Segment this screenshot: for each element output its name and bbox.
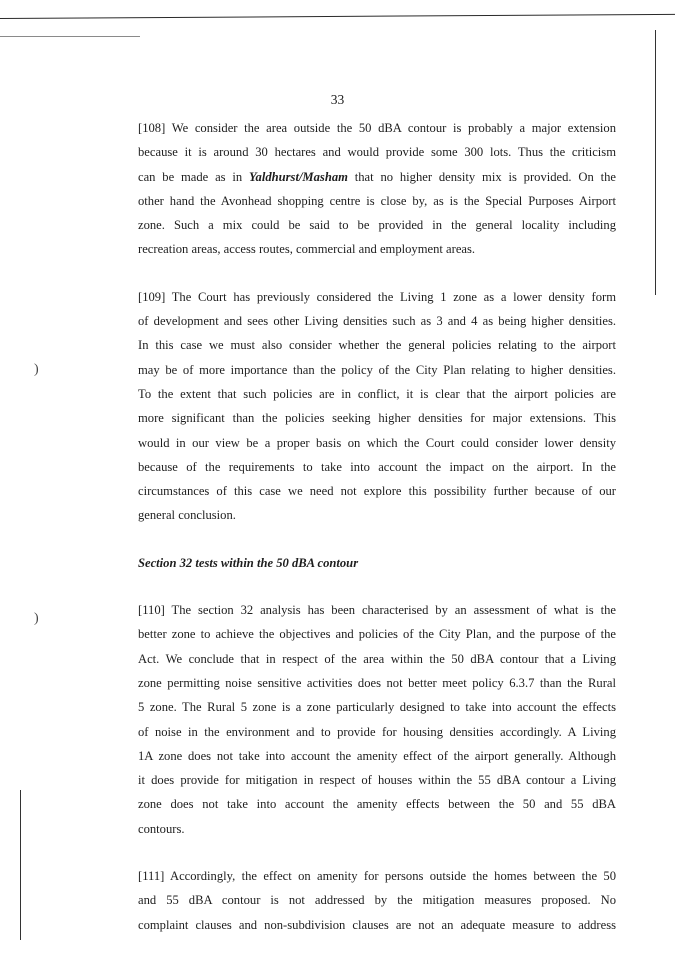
paragraph-line: recreation areas, access routes, commercial and employment areas. bbox=[138, 242, 476, 257]
paragraph-line: [108] We consider the area outside the 50 dBA contour is probably a major extension bbox=[138, 121, 616, 135]
line-lead: can be made as in bbox=[138, 169, 249, 184]
paragraph-line: To the extent that such policies are in conflict, it is clear that the airport policies are bbox=[138, 386, 616, 401]
paragraph-line: complaint clauses and non-subdivision clauses are not an adequate measure to address bbox=[138, 917, 616, 932]
paragraph-line: contours. bbox=[138, 821, 185, 836]
paragraph-line: it does provide for mitigation in respect of houses within the 55 dBA contour a Living bbox=[138, 773, 616, 788]
paragraph-line: and 55 dBA contour is not addressed by the mitigation measures proposed. No bbox=[138, 893, 616, 908]
paragraph-line: [111] Accordingly, the effect on amenity for persons outside the homes between the 50 bbox=[138, 869, 616, 884]
paragraph-line: zone permitting noise sensitive activities does not better meet policy 6.3.7 than the Rural bbox=[138, 675, 616, 690]
paragraph-line: In this case we must also consider whether the general policies relating to the airport bbox=[138, 338, 616, 353]
paragraph-line: zone. Such a mix could be said to be provided in the general locality including bbox=[138, 218, 616, 233]
paragraph-line: general conclusion. bbox=[138, 508, 236, 523]
paragraph-109 bbox=[138, 285, 616, 528]
paragraph-line: Act. We conclude that in respect of the area within the 50 dBA contour that a Living bbox=[138, 651, 616, 666]
paragraph-line bbox=[138, 165, 616, 189]
paragraph-110 bbox=[138, 598, 616, 841]
paragraph-line: 5 zone. The Rural 5 zone is a zone particularly designed to take into account the effects bbox=[138, 700, 616, 715]
paragraph-line: may be of more importance than the policy of the City Plan relating to higher densities. bbox=[138, 362, 616, 377]
paragraph-line: other hand the Avonhead shopping centre is close by, as is the Special Purposes Airport bbox=[138, 193, 616, 208]
line-tail: that no higher density mix is provided. On the bbox=[347, 169, 616, 184]
paragraph-111 bbox=[138, 864, 616, 937]
section-heading: Section 32 tests within the 50 dBA contour bbox=[138, 555, 359, 570]
paragraph-line: would in our view be a proper basis on which the Court could consider lower density bbox=[138, 435, 616, 450]
punch-hole-mark-upper: ) bbox=[34, 362, 39, 377]
page-number: 33 bbox=[330, 92, 345, 107]
paragraph-line: more significant than the policies seeking higher densities for major extensions. This bbox=[138, 411, 616, 426]
document-body bbox=[138, 116, 616, 960]
paragraph-line: better zone to achieve the objectives and policies of the City Plan, and the purpose of the bbox=[138, 627, 616, 642]
scan-edge-line-right bbox=[655, 30, 656, 295]
paragraph-line: 1A zone does not take into account the amenity effect of the airport generally. Although bbox=[138, 748, 616, 763]
paragraph-line: because of the requirements to take into account the impact on the airport. In the bbox=[138, 459, 616, 474]
scan-edge-line-top bbox=[0, 14, 675, 19]
paragraph-line: [109] The Court has previously considered the Living 1 zone as a lower density form bbox=[138, 289, 616, 304]
paragraph-108 bbox=[138, 116, 616, 262]
scan-edge-line-left bbox=[20, 790, 21, 940]
paragraph-line: [110] The section 32 analysis has been characterised by an assessment of what is the bbox=[138, 603, 616, 618]
paragraph-line: of development and sees other Living densities such as 3 and 4 as being higher densities. bbox=[138, 314, 616, 329]
paragraph-line: circumstances of this case we need not explore this possibility further because of our bbox=[138, 484, 616, 499]
paragraph-line: zone does not take into account the amenity effects between the 50 and 55 dBA bbox=[138, 797, 616, 812]
paragraph-line: because it is around 30 hectares and would provide some 300 lots. Thus the criticism bbox=[138, 145, 616, 160]
case-name: Yaldhurst/Masham bbox=[249, 169, 348, 184]
scan-edge-line-top-secondary bbox=[0, 36, 140, 37]
punch-hole-mark-lower: ) bbox=[34, 611, 39, 626]
paragraph-line: of noise in the environment and to provide for housing densities accordingly. A Living bbox=[138, 724, 616, 739]
